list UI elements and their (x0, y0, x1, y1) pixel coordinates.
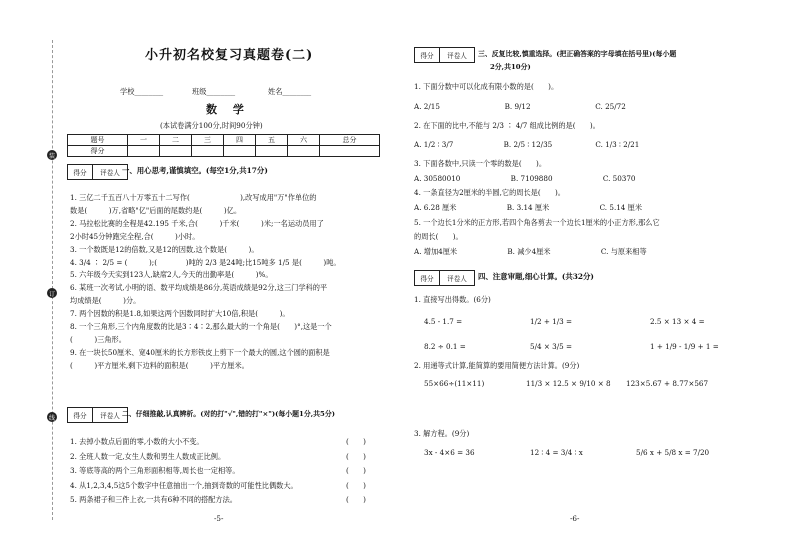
page-number-right: -6- (570, 514, 580, 523)
calc2-item: 55×66÷(11×11) (424, 379, 485, 388)
subject-title: 数 学 (206, 103, 250, 116)
score-table-header: 五 (256, 135, 288, 146)
choice-line: A. 2/15 B. 9/12 C. 25/72 (414, 101, 626, 111)
section-1-questions (70, 192, 341, 373)
question-line: 均成绩是( )分。 (70, 296, 141, 306)
score-table-cell (320, 146, 380, 157)
question-line: 1. 三亿二千五百八十万零五十二写作( ),改写成用"万"作单位的 (70, 193, 317, 202)
judge-line: 3. 等底等高的两个三角形面积相等,周长也一定相等。 (70, 466, 240, 476)
section-3-questions (414, 80, 660, 259)
equation-item: 12 ∶ 4 = 3/4 ∶ x (530, 448, 583, 457)
equation-item: 3x - 4×6 = 36 (424, 448, 475, 457)
calc-instruction-2: 2. 用递等式计算,能简算的要用简便方法计算。(9分) (414, 361, 580, 370)
score-table-cell (160, 146, 192, 157)
score-table-header: 二 (160, 135, 192, 146)
choice-line: 4. 一条直径为2厘米的半圆,它的周长是( )。 (414, 188, 565, 198)
answer-paren[interactable]: ( ) (346, 437, 366, 446)
score-table-header: 三 (192, 135, 224, 146)
score-table-header: 六 (288, 135, 320, 146)
section-1-heading: 一、用心思考,谨慎填空。(每空1分,共17分) (122, 166, 268, 175)
score-box-label: 得分 (68, 165, 93, 179)
calc-item: 1 + 1/9 - 1/9 + 1 = (650, 342, 719, 351)
choice-line: A. 增加4厘米 B. 减少4厘米 C. 与原来相等 (414, 246, 647, 256)
calc-item: 4.5 - 1.7 = (424, 317, 463, 326)
side-mark-xian: 线 (47, 412, 57, 422)
score-table (67, 134, 380, 157)
class-field: 班级________ (192, 87, 236, 96)
question-line: ( )三角形。 (70, 334, 126, 344)
judge-parens (346, 435, 366, 508)
page-number-left: -5- (214, 514, 224, 523)
question-line: 2小时45分钟跑完全程,合( )小时。 (70, 231, 200, 241)
question-line: 6. 某班一次考试,小明的语、数平均成绩是86分,英语成绩是92分,这三门学科的平 (70, 283, 328, 293)
score-table-header: 一 (128, 135, 160, 146)
score-box-1 (67, 164, 128, 180)
score-box-3 (414, 47, 475, 63)
calc2-item: 11/3 × 12.5 × 9/10 × 8 (526, 379, 611, 388)
question-line: 8. 一个三角形,三个内角度数的比是3∶4∶2,那么最大的一个角是( )°,这是一个 (70, 322, 332, 332)
answer-paren[interactable]: ( ) (346, 495, 366, 505)
question-line: 7. 两个因数的积是1.8,如果这两个因数同时扩大10倍,积是( )。 (70, 309, 290, 319)
grader-box-label: 评卷人 (447, 52, 467, 60)
calc-item: 2.5 × 13 × 4 = (650, 317, 705, 326)
score-box-label: 得分 (415, 48, 440, 62)
score-table-cell (192, 146, 224, 157)
choice-line: 3. 下面各数中,只读一个零的数是( )。 (414, 159, 547, 169)
calc-item: 8.2 ÷ 0.1 = (424, 342, 466, 351)
score-table-header: 四 (224, 135, 256, 146)
choice-line: 1. 下面分数中可以化成有限小数的是( )。 (414, 82, 559, 91)
section-3-heading: 三、反复比较,慎重选择。(把正确答案的字母填在括号里)(每小题 (478, 50, 677, 58)
question-line: 数是( )万,省略"亿"后面的尾数约是( )亿。 (70, 205, 242, 215)
question-line: 2. 马拉松比赛的全程是42.195 千米,合( )千米( )米;一名运动员用了 (70, 218, 324, 228)
grader-box-label: 评卷人 (447, 275, 467, 283)
score-table-cell (128, 146, 160, 157)
calc-instruction-1: 1. 直接写出得数。(6分) (414, 295, 491, 304)
calc-item: 5/4 × 3/5 = (530, 342, 573, 351)
choice-line: 5. 一个边长1分米的正方形,若四个角各剪去一个边长1厘米的小正方形,那么它 (414, 217, 660, 227)
score-table-header: 题号 (68, 135, 128, 146)
choice-line: A. 6.28 厘米 B. 3.14 厘米 C. 5.14 厘米 (414, 202, 643, 212)
score-table-header: 总分 (320, 135, 380, 146)
school-field: 学校________ (120, 87, 164, 96)
grader-box-label: 评卷人 (100, 169, 120, 177)
question-line: 5. 六年级今天实到123人,缺席2人,今天的出勤率是( )%。 (70, 270, 273, 280)
score-box-label: 得分 (68, 408, 93, 422)
score-table-cell (224, 146, 256, 157)
side-mark-ding: 订 (47, 288, 57, 298)
grader-box-label: 评卷人 (100, 412, 120, 420)
section-2-questions (70, 435, 298, 508)
answer-paren[interactable]: ( ) (346, 466, 366, 476)
choice-line: 2. 在下面的比中,不能与 2/3 ∶ 4/7 组成比例的是( )。 (414, 120, 600, 130)
side-mark-zhuang: 装 (47, 150, 57, 160)
binding-line (52, 40, 54, 520)
section-2-heading: 二、仔细推敲,认真辨析。(对的打"√",错的打"×")(每小题1分,共5分) (122, 410, 335, 418)
answer-paren[interactable]: ( ) (346, 451, 366, 461)
answer-paren[interactable]: ( ) (346, 480, 366, 490)
score-box-label: 得分 (415, 271, 440, 285)
choice-line: A. 1/2 ∶ 3/7 B. 2/5 ∶ 12/35 C. 1/3 ∶ 2/21 (414, 140, 640, 150)
section-4-heading: 四、注意审题,细心计算。(共32分) (478, 272, 594, 281)
question-line: 9. 在一块长50厘米、宽40厘米的长方形铁皮上剪下一个最大的圆,这个圆的面积是 (70, 347, 330, 357)
equation-instruction: 3. 解方程。(9分) (414, 429, 470, 438)
exam-note: (本试卷满分100分,时间90分钟) (160, 121, 263, 130)
score-table-cell (256, 146, 288, 157)
calc2-item: 123×5.67 + 8.77×567 (626, 379, 709, 388)
question-line: 3. 一个数既是12的倍数,又是12的因数,这个数是( )。 (70, 244, 259, 254)
equation-item: 5/6 x + 5/8 x = 7/20 (636, 448, 710, 457)
question-line: ( )平方厘米,剩下边料的面积是( )平方厘米。 (70, 360, 249, 370)
calc-item: 1/2 + 1/3 = (530, 317, 573, 326)
score-table-cell: 得分 (68, 146, 128, 157)
name-field: 姓名________ (268, 87, 312, 96)
judge-line: 4. 从1,2,3,4,5这5个数字中任意抽出一个,抽到奇数的可能性比偶数大。 (70, 480, 298, 490)
page-title: 小升初名校复习真题卷(二) (145, 48, 314, 63)
section-3-heading-cont: 2分,共10分) (490, 63, 531, 71)
score-box-4 (414, 270, 475, 286)
judge-line: 2. 全班人数一定,女生人数和男生人数成正比例。 (70, 451, 226, 461)
judge-line: 5. 两条裙子和三件上衣,一共有6种不同的搭配方法。 (70, 495, 237, 505)
judge-line: 1. 去掉小数点后面的零,小数的大小不变。 (70, 437, 204, 446)
question-line: 4. 3/4 ∶ 2/5 = ( );( )吨的 2/3 是24吨;比15吨多 1/5 是( )吨。 (70, 257, 341, 267)
choice-line: 的周长( )。 (414, 232, 463, 242)
score-table-cell (288, 146, 320, 157)
score-box-2 (67, 407, 128, 423)
choice-line: A. 30580010 B. 7109880 C. 50370 (414, 173, 636, 183)
